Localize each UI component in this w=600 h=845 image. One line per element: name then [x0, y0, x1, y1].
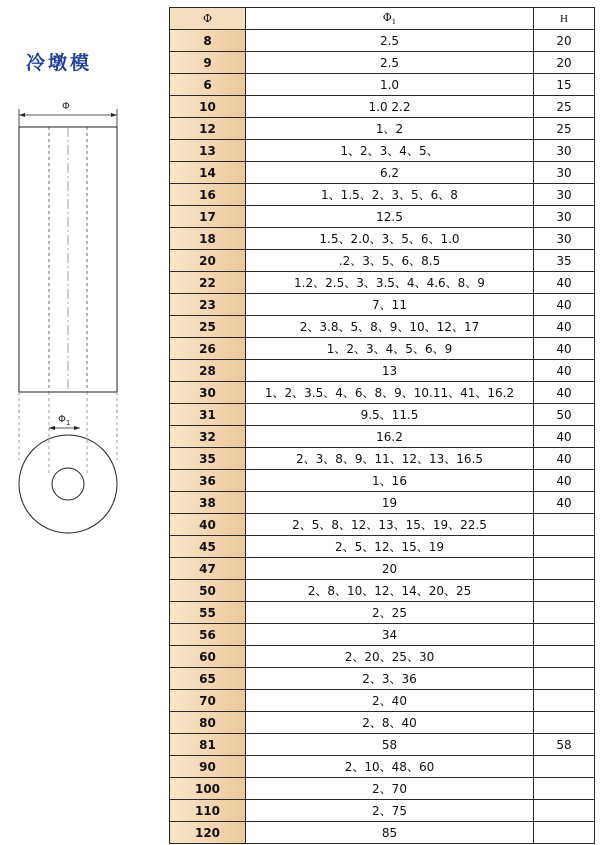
cell-h: 25 — [534, 118, 595, 140]
cell-phi1: 16.2 — [246, 426, 534, 448]
table-row — [170, 624, 595, 646]
cell-phi1: 2、25 — [246, 602, 534, 624]
cell-h — [534, 712, 595, 734]
cell-phi: 12 — [170, 118, 246, 140]
table-row — [170, 492, 595, 514]
cell-phi: 28 — [170, 360, 246, 382]
cell-phi1: 1.0 2.2 — [246, 96, 534, 118]
table-header-row — [170, 8, 595, 30]
cell-h: 30 — [534, 206, 595, 228]
cell-h: 30 — [534, 140, 595, 162]
cell-phi1: 7、11 — [246, 294, 534, 316]
table-row — [170, 426, 595, 448]
cell-phi: 9 — [170, 52, 246, 74]
table-row — [170, 74, 595, 96]
cell-h — [534, 580, 595, 602]
spec-table — [169, 7, 595, 844]
cell-h — [534, 800, 595, 822]
cell-phi: 8 — [170, 30, 246, 52]
cell-phi: 60 — [170, 646, 246, 668]
cell-phi: 90 — [170, 756, 246, 778]
cell-phi1: 34 — [246, 624, 534, 646]
cell-phi: 26 — [170, 338, 246, 360]
cell-phi1: 1、2、3、4、5、6、9 — [246, 338, 534, 360]
cell-phi: 16 — [170, 184, 246, 206]
cell-phi1: 2、40 — [246, 690, 534, 712]
cell-phi: 32 — [170, 426, 246, 448]
cell-h — [534, 756, 595, 778]
cell-phi1: 19 — [246, 492, 534, 514]
table-row — [170, 602, 595, 624]
cell-h: 40 — [534, 448, 595, 470]
table-row — [170, 448, 595, 470]
table-row — [170, 250, 595, 272]
table-row — [170, 690, 595, 712]
cell-phi1: 2、70 — [246, 778, 534, 800]
table-row — [170, 404, 595, 426]
cell-h: 40 — [534, 492, 595, 514]
table-row — [170, 800, 595, 822]
cell-h — [534, 558, 595, 580]
cell-phi1: 2.5 — [246, 52, 534, 74]
cell-phi1: 1、2、3.5、4、6、8、9、10.11、41、16.2 — [246, 382, 534, 404]
cell-h — [534, 514, 595, 536]
cell-phi: 50 — [170, 580, 246, 602]
cell-h: 40 — [534, 382, 595, 404]
cell-phi1: 1、16 — [246, 470, 534, 492]
cell-phi1: 1.2、2.5、3、3.5、4、4.6、8、9 — [246, 272, 534, 294]
cell-h — [534, 536, 595, 558]
cell-phi: 80 — [170, 712, 246, 734]
cell-phi: 100 — [170, 778, 246, 800]
cell-h: 20 — [534, 52, 595, 74]
table-row — [170, 646, 595, 668]
cell-phi: 65 — [170, 668, 246, 690]
table-row — [170, 558, 595, 580]
table-row — [170, 822, 595, 844]
cell-h — [534, 602, 595, 624]
table-row — [170, 712, 595, 734]
table-row — [170, 184, 595, 206]
cell-phi1: 2、5、12、15、19 — [246, 536, 534, 558]
header-phi1: $\Phi_1$ — [246, 8, 534, 30]
cell-phi: 120 — [170, 822, 246, 844]
table-row — [170, 338, 595, 360]
table-row — [170, 30, 595, 52]
cell-h: 15 — [534, 74, 595, 96]
cell-phi1: 9.5、11.5 — [246, 404, 534, 426]
cell-h: 20 — [534, 30, 595, 52]
cell-h: 40 — [534, 338, 595, 360]
die-end-view-outer — [19, 435, 117, 533]
cell-h: 40 — [534, 360, 595, 382]
cell-phi: 110 — [170, 800, 246, 822]
cell-phi1: 58 — [246, 734, 534, 756]
cell-h — [534, 822, 595, 844]
cell-phi: 25 — [170, 316, 246, 338]
cell-phi: 38 — [170, 492, 246, 514]
cell-phi1: 12.5 — [246, 206, 534, 228]
cell-h — [534, 624, 595, 646]
cell-phi: 23 — [170, 294, 246, 316]
cell-h: 40 — [534, 316, 595, 338]
cell-phi1: 2、3、8、9、11、12、13、16.5 — [246, 448, 534, 470]
cell-h: 40 — [534, 470, 595, 492]
cell-h: 35 — [534, 250, 595, 272]
table-row — [170, 536, 595, 558]
cell-h: 25 — [534, 96, 595, 118]
cell-phi: 13 — [170, 140, 246, 162]
cell-phi1: 1、1.5、2、3、5、6、8 — [246, 184, 534, 206]
table-row — [170, 778, 595, 800]
table-row — [170, 162, 595, 184]
cell-h — [534, 646, 595, 668]
table-row — [170, 206, 595, 228]
cell-h — [534, 690, 595, 712]
cell-h: 50 — [534, 404, 595, 426]
cell-phi: 81 — [170, 734, 246, 756]
table-row — [170, 294, 595, 316]
cell-phi1: 85 — [246, 822, 534, 844]
cell-phi: 35 — [170, 448, 246, 470]
table-row — [170, 668, 595, 690]
cell-phi1: 1、2、3、4、5、 — [246, 140, 534, 162]
table-row — [170, 382, 595, 404]
outer-diameter-label: Φ — [62, 101, 70, 112]
cell-phi1: 2、8、40 — [246, 712, 534, 734]
cell-phi: 56 — [170, 624, 246, 646]
cell-h: 58 — [534, 734, 595, 756]
cell-phi1: 2、75 — [246, 800, 534, 822]
cell-h: 40 — [534, 426, 595, 448]
table-row — [170, 470, 595, 492]
table-row — [170, 118, 595, 140]
cell-h: 40 — [534, 294, 595, 316]
cell-phi: 55 — [170, 602, 246, 624]
cell-phi1: 2、10、48、60 — [246, 756, 534, 778]
table-row — [170, 734, 595, 756]
table-row — [170, 272, 595, 294]
cell-h: 30 — [534, 162, 595, 184]
cell-phi1: 1.5、2.0、3、5、6、1.0 — [246, 228, 534, 250]
header-phi: Φ — [170, 8, 246, 30]
cell-phi: 14 — [170, 162, 246, 184]
header-h: H — [534, 8, 595, 30]
cell-phi: 18 — [170, 228, 246, 250]
die-end-view-bore — [52, 468, 84, 500]
die-diagram — [0, 95, 160, 565]
cell-phi1: 2、5、8、12、13、15、19、22.5 — [246, 514, 534, 536]
cell-phi1: 2、3.8、5、8、9、10、12、17 — [246, 316, 534, 338]
page-title: 冷墩模 — [26, 52, 93, 74]
cell-phi: 20 — [170, 250, 246, 272]
table-row — [170, 228, 595, 250]
table-row — [170, 316, 595, 338]
cell-phi1: 2、8、10、12、14、20、25 — [246, 580, 534, 602]
cell-phi: 47 — [170, 558, 246, 580]
cell-phi: 70 — [170, 690, 246, 712]
cell-phi: 30 — [170, 382, 246, 404]
cell-phi1: 2、20、25、30 — [246, 646, 534, 668]
cell-phi: 10 — [170, 96, 246, 118]
table-row — [170, 756, 595, 778]
cell-phi: 36 — [170, 470, 246, 492]
cell-h — [534, 778, 595, 800]
cell-h: 30 — [534, 184, 595, 206]
cell-h — [534, 668, 595, 690]
table-row — [170, 96, 595, 118]
cell-phi: 22 — [170, 272, 246, 294]
cell-phi: 31 — [170, 404, 246, 426]
cell-phi1: 20 — [246, 558, 534, 580]
cell-phi1: .2、3、5、6、8.5 — [246, 250, 534, 272]
table-row — [170, 360, 595, 382]
inner-diameter-label: $\Phi_1$ — [58, 414, 71, 427]
cell-h: 40 — [534, 272, 595, 294]
table-row — [170, 140, 595, 162]
cell-phi1: 1、2 — [246, 118, 534, 140]
cell-phi1: 2.5 — [246, 30, 534, 52]
cell-phi1: 13 — [246, 360, 534, 382]
cell-phi: 40 — [170, 514, 246, 536]
cell-phi: 17 — [170, 206, 246, 228]
table-row — [170, 514, 595, 536]
table-row — [170, 52, 595, 74]
cell-phi1: 1.0 — [246, 74, 534, 96]
cell-phi1: 2、3、36 — [246, 668, 534, 690]
cell-phi: 6 — [170, 74, 246, 96]
cell-phi1: 6.2 — [246, 162, 534, 184]
cell-h: 30 — [534, 228, 595, 250]
cell-phi: 45 — [170, 536, 246, 558]
table-row — [170, 580, 595, 602]
